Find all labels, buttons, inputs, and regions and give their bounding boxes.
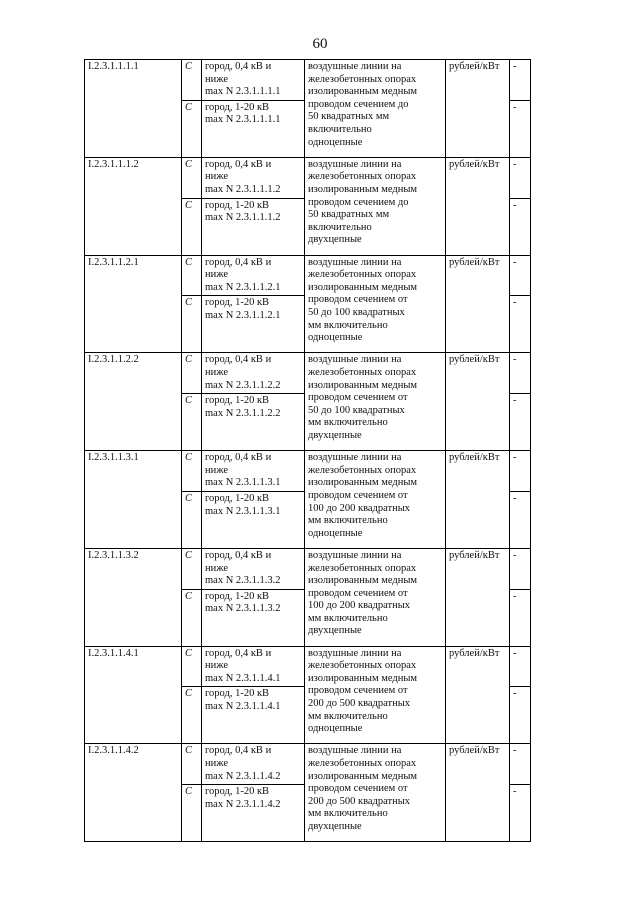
description-line: включительно [308, 221, 372, 233]
table-row [85, 548, 531, 589]
row-code: I.2.3.1.1.4.1 [85, 646, 182, 744]
row-letter: С [182, 785, 202, 842]
description-line: одноцепные [308, 723, 363, 735]
condition-line: max N 2.3.1.1.4.1 [205, 701, 281, 713]
unit: рублей/кВт [446, 646, 510, 744]
description-line: изолированным медным [308, 770, 418, 782]
condition-line: max N 2.3.1.1.3.2 [205, 575, 281, 587]
condition-line: max N 2.3.1.1.1.1 [205, 86, 281, 98]
condition-line: max N 2.3.1.1.1.1 [205, 114, 281, 126]
description-line: 50 квадратных мм [308, 209, 390, 221]
description-line: 50 до 100 квадратных [308, 306, 405, 318]
voltage-condition [202, 60, 305, 101]
condition-line: max N 2.3.1.1.1.2 [205, 212, 281, 224]
row-letter: С [182, 394, 202, 451]
voltage-condition [202, 394, 305, 451]
value-cell: - [510, 100, 531, 157]
voltage-condition [202, 548, 305, 589]
condition-line: ниже [205, 660, 229, 672]
voltage-condition [202, 100, 305, 157]
condition-line: город, 0,4 кВ и [205, 61, 272, 72]
description-line: 50 до 100 квадратных [308, 404, 405, 416]
description-line: воздушные линии на [308, 647, 402, 659]
description-line: проводом сечением до [308, 98, 409, 110]
condition-line: город, 1-20 кВ [205, 297, 270, 309]
unit: рублей/кВт [446, 255, 510, 353]
description-line: воздушные линии на [308, 256, 402, 268]
description-line: двухцепные [308, 429, 362, 441]
description-line: включительно [308, 123, 372, 135]
tariff-table [84, 59, 531, 842]
table-row [85, 451, 531, 492]
condition-line: город, 0,4 кВ и [205, 354, 272, 366]
value-cell: - [510, 157, 531, 198]
description-line: одноцепные [308, 332, 363, 344]
row-letter: С [182, 198, 202, 255]
description-line: воздушные линии на [308, 745, 402, 757]
voltage-condition [202, 687, 305, 744]
description-line: железобетонных опорах [308, 269, 417, 281]
line-description [305, 353, 446, 451]
description-line: железобетонных опорах [308, 660, 417, 672]
unit: рублей/кВт [446, 157, 510, 255]
description-line: железобетонных опорах [308, 464, 417, 476]
row-code: I.2.3.1.1.2.2 [85, 353, 182, 451]
value-cell: - [510, 785, 531, 842]
value-cell: - [510, 744, 531, 785]
description-line: воздушные линии на [308, 61, 402, 72]
row-code: I.2.3.1.1.3.2 [85, 548, 182, 646]
condition-line: max N 2.3.1.1.3.1 [205, 505, 281, 517]
condition-line: ниже [205, 269, 229, 281]
condition-line: город, 0,4 кВ и [205, 158, 272, 170]
row-letter: С [182, 255, 202, 296]
condition-line: ниже [205, 758, 229, 770]
unit: рублей/кВт [446, 548, 510, 646]
description-line: одноцепные [308, 136, 363, 148]
description-line: проводом сечением от [308, 294, 408, 306]
condition-line: max N 2.3.1.1.3.2 [205, 603, 281, 615]
condition-line: город, 1-20 кВ [205, 101, 270, 113]
condition-line: max N 2.3.1.1.1.2 [205, 183, 281, 195]
description-line: изолированным медным [308, 86, 418, 98]
voltage-condition [202, 491, 305, 548]
row-letter: С [182, 548, 202, 589]
condition-line: ниже [205, 366, 229, 378]
row-letter: С [182, 296, 202, 353]
value-cell: - [510, 451, 531, 492]
description-line: двухцепные [308, 821, 362, 833]
voltage-condition [202, 255, 305, 296]
description-line: воздушные линии на [308, 549, 402, 561]
description-line: воздушные линии на [308, 158, 402, 170]
description-line: двухцепные [308, 625, 362, 637]
condition-line: max N 2.3.1.1.2.1 [205, 309, 281, 321]
condition-line: город, 1-20 кВ [205, 199, 270, 211]
tariff-table-body [85, 60, 531, 842]
table-row [85, 255, 531, 296]
description-line: 100 до 200 квадратных [308, 600, 411, 612]
condition-line: город, 0,4 кВ и [205, 745, 272, 757]
description-line: проводом сечением от [308, 392, 408, 404]
condition-line: город, 1-20 кВ [205, 688, 270, 700]
voltage-condition [202, 296, 305, 353]
voltage-condition [202, 744, 305, 785]
row-letter: С [182, 687, 202, 744]
condition-line: город, 0,4 кВ и [205, 452, 272, 464]
condition-line: max N 2.3.1.1.2.1 [205, 281, 281, 293]
value-cell: - [510, 353, 531, 394]
voltage-condition [202, 198, 305, 255]
table-row [85, 157, 531, 198]
description-line: железобетонных опорах [308, 73, 417, 85]
row-letter: С [182, 100, 202, 157]
value-cell: - [510, 548, 531, 589]
line-description [305, 548, 446, 646]
condition-line: город, 0,4 кВ и [205, 647, 272, 659]
description-line: мм включительно [308, 417, 388, 429]
description-line: изолированным медным [308, 477, 418, 489]
unit: рублей/кВт [446, 744, 510, 842]
condition-line: max N 2.3.1.1.2.2 [205, 379, 281, 391]
description-line: 100 до 200 квадратных [308, 502, 411, 514]
description-line: мм включительно [308, 612, 388, 624]
value-cell: - [510, 198, 531, 255]
value-cell: - [510, 589, 531, 646]
description-line: проводом сечением от [308, 489, 408, 501]
value-cell: - [510, 646, 531, 687]
unit: рублей/кВт [446, 353, 510, 451]
row-letter: С [182, 451, 202, 492]
description-line: мм включительно [308, 808, 388, 820]
condition-line: ниже [205, 464, 229, 476]
description-line: мм включительно [308, 319, 388, 331]
value-cell: - [510, 491, 531, 548]
table-row [85, 744, 531, 785]
condition-line: max N 2.3.1.1.4.2 [205, 798, 281, 810]
voltage-condition [202, 451, 305, 492]
row-letter: С [182, 60, 202, 101]
description-line: железобетонных опорах [308, 562, 417, 574]
unit: рублей/кВт [446, 451, 510, 549]
value-cell: - [510, 60, 531, 101]
value-cell: - [510, 394, 531, 451]
description-line: 200 до 500 квадратных [308, 698, 411, 710]
row-letter: С [182, 353, 202, 394]
description-line: проводом сечением от [308, 783, 408, 795]
condition-line: город, 1-20 кВ [205, 786, 270, 798]
condition-line: город, 0,4 кВ и [205, 256, 272, 268]
line-description [305, 451, 446, 549]
description-line: мм включительно [308, 710, 388, 722]
description-line: железобетонных опорах [308, 366, 417, 378]
description-line: изолированным медным [308, 379, 418, 391]
line-description [305, 255, 446, 353]
description-line: железобетонных опорах [308, 758, 417, 770]
value-cell: - [510, 296, 531, 353]
description-line: 200 до 500 квадратных [308, 795, 411, 807]
description-line: проводом сечением от [308, 587, 408, 599]
description-line: изолированным медным [308, 672, 418, 684]
table-row [85, 353, 531, 394]
condition-line: max N 2.3.1.1.3.1 [205, 477, 281, 489]
line-description [305, 60, 446, 158]
description-line: железобетонных опорах [308, 171, 417, 183]
condition-line: город, 1-20 кВ [205, 590, 270, 602]
description-line: мм включительно [308, 515, 388, 527]
unit: рублей/кВт [446, 60, 510, 158]
voltage-condition [202, 646, 305, 687]
condition-line: город, 1-20 кВ [205, 395, 270, 407]
value-cell: - [510, 687, 531, 744]
condition-line: город, 0,4 кВ и [205, 549, 272, 561]
condition-line: город, 1-20 кВ [205, 492, 270, 504]
description-line: одноцепные [308, 527, 363, 539]
table-row [85, 60, 531, 101]
description-line: проводом сечением до [308, 196, 409, 208]
voltage-condition [202, 157, 305, 198]
value-cell: - [510, 255, 531, 296]
description-line: изолированным медным [308, 575, 418, 587]
condition-line: ниже [205, 171, 229, 183]
row-code: I.2.3.1.1.1.1 [85, 60, 182, 158]
row-letter: С [182, 589, 202, 646]
row-letter: С [182, 157, 202, 198]
table-row [85, 646, 531, 687]
condition-line: ниже [205, 73, 229, 85]
voltage-condition [202, 353, 305, 394]
line-description [305, 744, 446, 842]
row-letter: С [182, 646, 202, 687]
condition-line: max N 2.3.1.1.2.2 [205, 407, 281, 419]
row-letter: С [182, 744, 202, 785]
line-description [305, 157, 446, 255]
row-code: I.2.3.1.1.3.1 [85, 451, 182, 549]
row-code: I.2.3.1.1.1.2 [85, 157, 182, 255]
description-line: воздушные линии на [308, 452, 402, 464]
voltage-condition [202, 785, 305, 842]
description-line: двухцепные [308, 234, 362, 246]
row-letter: С [182, 491, 202, 548]
description-line: 50 квадратных мм [308, 111, 390, 123]
row-code: I.2.3.1.1.4.2 [85, 744, 182, 842]
voltage-condition [202, 589, 305, 646]
line-description [305, 646, 446, 744]
description-line: воздушные линии на [308, 354, 402, 366]
description-line: изолированным медным [308, 183, 418, 195]
condition-line: ниже [205, 562, 229, 574]
condition-line: max N 2.3.1.1.4.2 [205, 770, 281, 782]
condition-line: max N 2.3.1.1.4.1 [205, 672, 281, 684]
description-line: изолированным медным [308, 281, 418, 293]
description-line: проводом сечением от [308, 685, 408, 697]
page-number: 60 [312, 36, 328, 52]
row-code: I.2.3.1.1.2.1 [85, 255, 182, 353]
